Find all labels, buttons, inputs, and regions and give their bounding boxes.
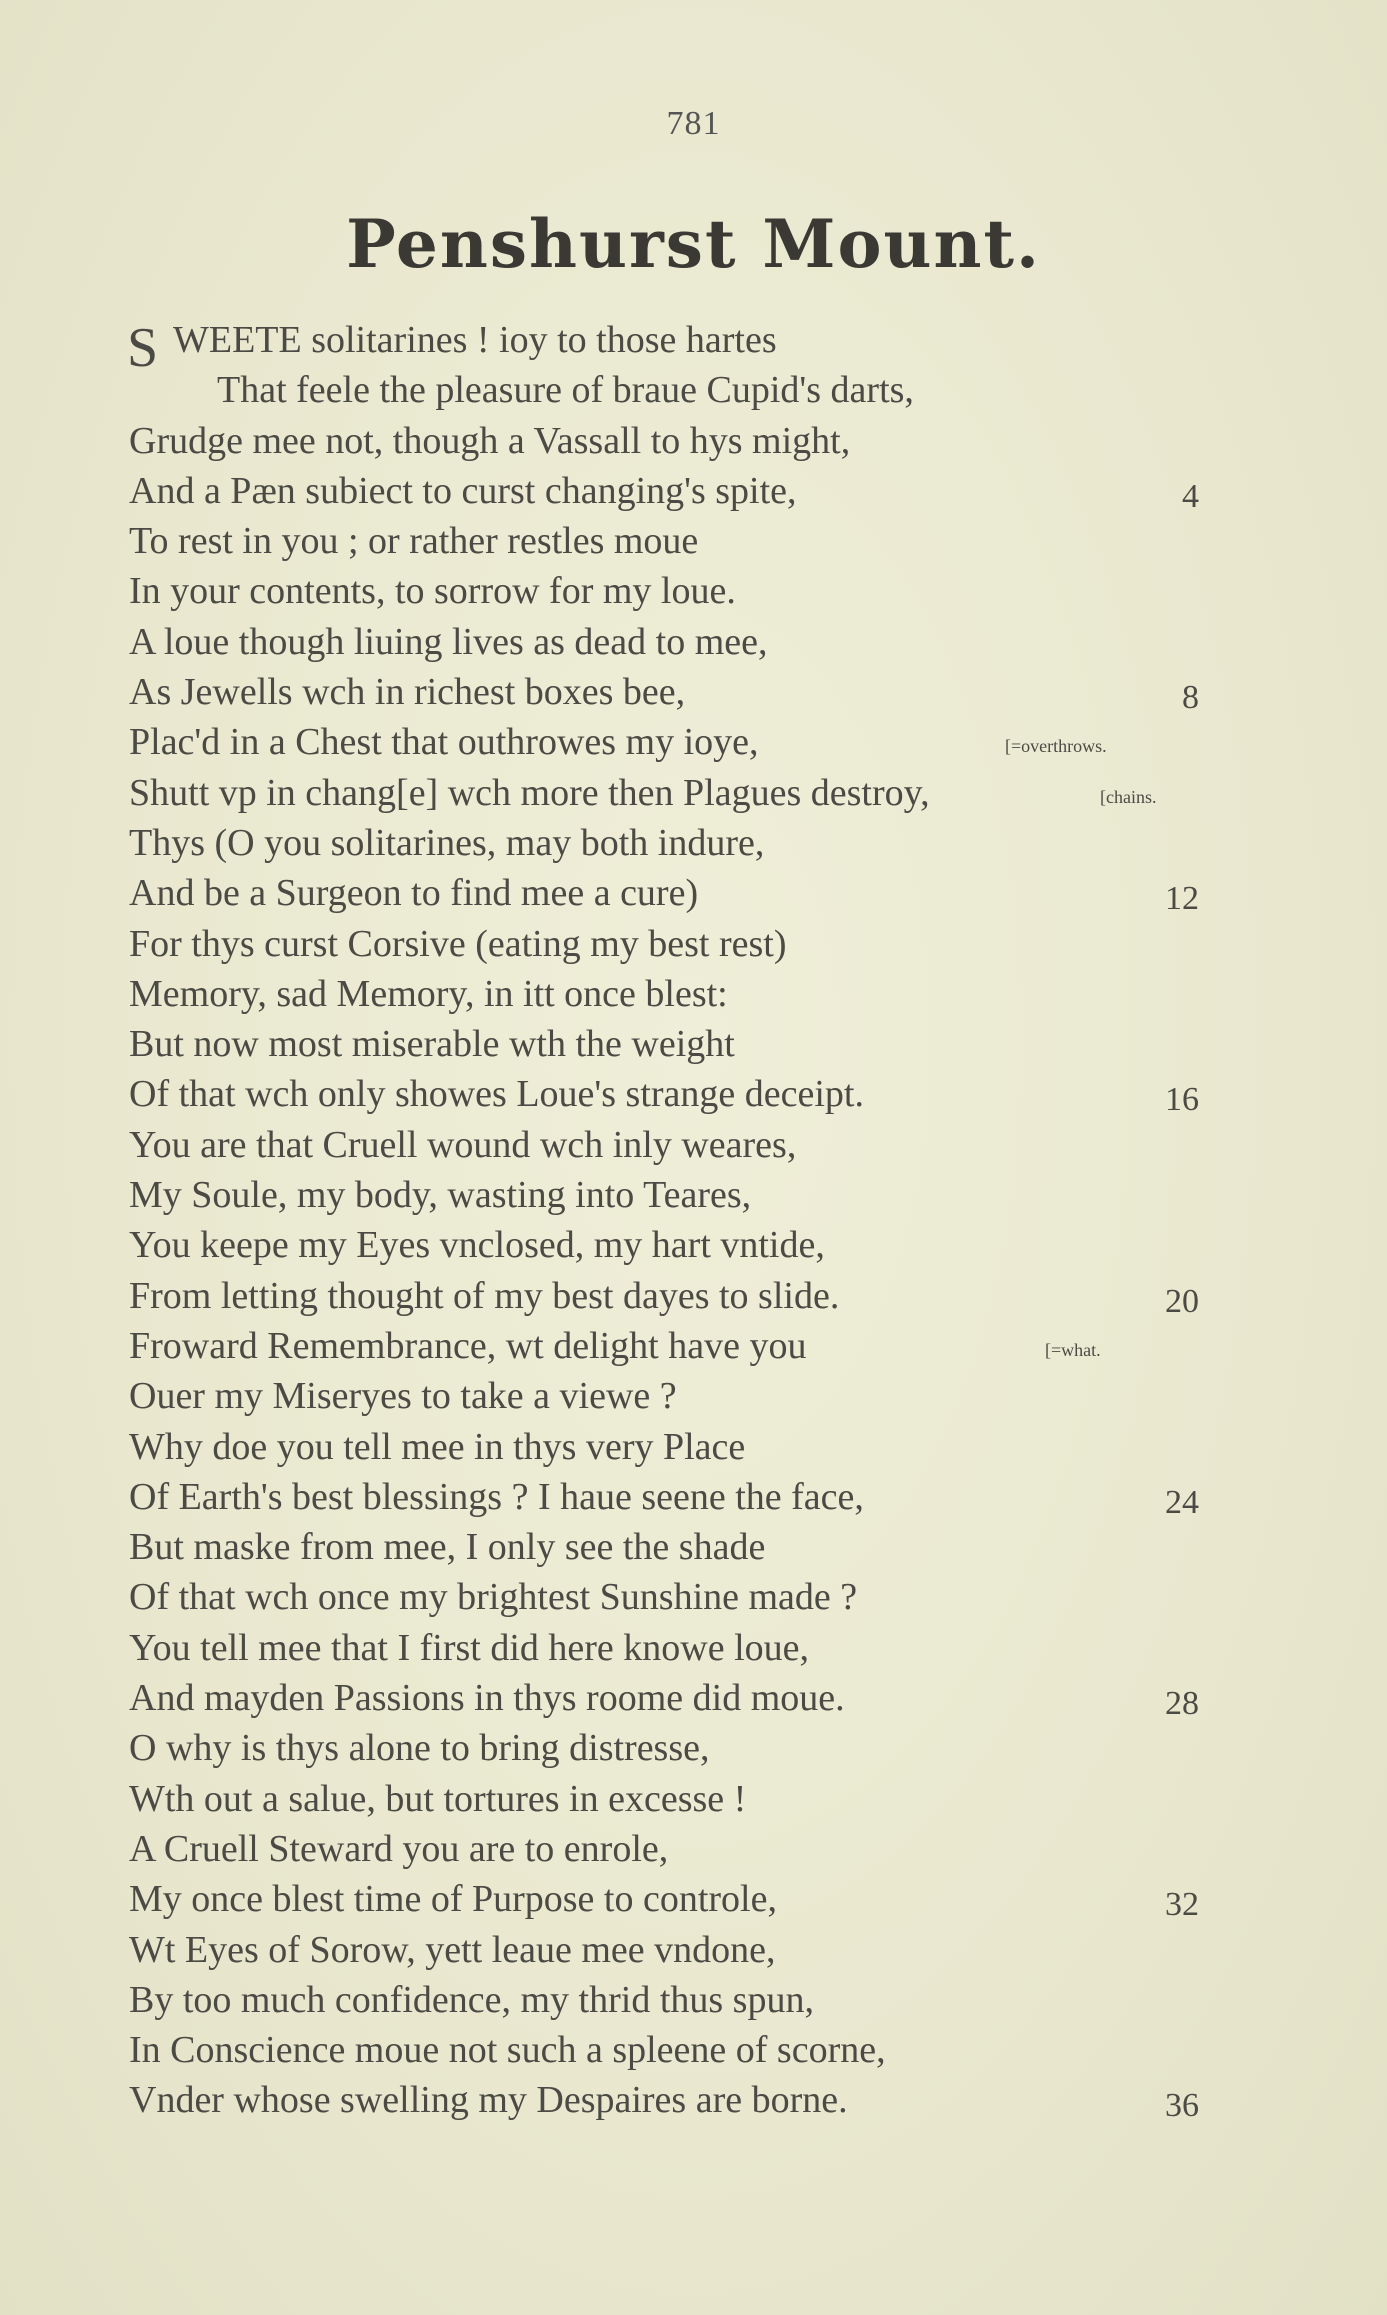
line-number: 4 bbox=[1182, 477, 1199, 515]
poem-line bbox=[129, 1623, 1229, 1673]
line-number: 16 bbox=[1165, 1081, 1199, 1119]
poem-line bbox=[127, 315, 1229, 379]
line-text: Froward Remembrance, wt delight have you bbox=[129, 1324, 807, 1367]
poem-line bbox=[129, 1975, 1229, 2025]
poem-line bbox=[129, 768, 1229, 818]
poem-line bbox=[129, 566, 1229, 616]
line-text: Memory, sad Memory, in itt once blest: bbox=[129, 972, 728, 1015]
poem-line bbox=[129, 466, 1229, 516]
poem-line bbox=[129, 1220, 1229, 1270]
poem-line bbox=[129, 2075, 1229, 2125]
line-number: 8 bbox=[1182, 679, 1199, 717]
line-text: That feele the pleasure of braue Cupid's darts, bbox=[217, 369, 914, 412]
line-text: To rest in you ; or rather restles moue bbox=[129, 520, 699, 563]
poem-line bbox=[129, 1723, 1229, 1773]
line-number: 32 bbox=[1165, 1886, 1199, 1924]
poem-line bbox=[129, 1069, 1229, 1119]
poem-line bbox=[129, 1925, 1229, 1975]
poem-line bbox=[129, 868, 1229, 918]
line-text: By too much confidence, my thrid thus spun, bbox=[129, 1978, 814, 2021]
line-text: From letting thought of my best dayes to slide. bbox=[129, 1274, 840, 1317]
line-text: Grudge mee not, though a Vassall to hys might, bbox=[129, 419, 851, 462]
marginal-gloss: [=overthrows. bbox=[1005, 736, 1107, 757]
line-text: In Conscience moue not such a spleene of scorne, bbox=[129, 2029, 886, 2072]
drop-cap: S bbox=[127, 317, 159, 379]
poem-line bbox=[129, 1472, 1229, 1522]
poem-line bbox=[129, 1824, 1229, 1874]
poem-line bbox=[129, 969, 1229, 1019]
line-text: But now most miserable wth the weight bbox=[129, 1023, 735, 1066]
poem-line bbox=[129, 1673, 1229, 1723]
poem-line bbox=[129, 818, 1229, 868]
line-text: Thys (O you solitarines, may both indure, bbox=[129, 821, 765, 864]
line-text: Of that wch only showes Loue's strange deceipt. bbox=[129, 1073, 864, 1116]
marginal-gloss: [chains. bbox=[1100, 786, 1157, 807]
poem-line bbox=[129, 2025, 1229, 2075]
page-number: 781 bbox=[666, 105, 721, 142]
line-text: My once blest time of Purpose to controle, bbox=[129, 1878, 777, 1921]
poem-line bbox=[129, 1120, 1229, 1170]
line-text: WEETE solitarines ! ioy to those hartes bbox=[173, 319, 777, 361]
poem-line bbox=[129, 1371, 1229, 1421]
line-number: 28 bbox=[1165, 1685, 1199, 1723]
line-text: And mayden Passions in thys roome did moue. bbox=[129, 1677, 845, 1720]
poem-line bbox=[129, 516, 1229, 566]
line-number: 24 bbox=[1165, 1483, 1199, 1521]
line-text: As Jewells wch in richest boxes bee, bbox=[129, 671, 686, 714]
poem-line bbox=[129, 1321, 1229, 1371]
line-text: And a Pæn subiect to curst changing's spite, bbox=[129, 469, 797, 512]
line-text: Why doe you tell mee in thys very Place bbox=[129, 1425, 746, 1468]
line-text: Of that wch once my brightest Sunshine made ? bbox=[129, 1576, 858, 1619]
line-text: For thys curst Corsive (eating my best rest) bbox=[129, 922, 787, 965]
line-text: Wth out a salue, but tortures in excesse ! bbox=[129, 1777, 747, 1820]
line-text: Plac'd in a Chest that outhrowes my ioye, bbox=[129, 721, 759, 764]
line-text: Wt Eyes of Sorow, yett leaue mee vndone, bbox=[129, 1928, 776, 1971]
line-text: You tell mee that I first did here knowe loue, bbox=[129, 1626, 809, 1669]
poem-line bbox=[129, 416, 1229, 466]
poem-line bbox=[129, 1170, 1229, 1220]
line-text: Ouer my Miseryes to take a viewe ? bbox=[129, 1375, 677, 1418]
poem-line bbox=[129, 717, 1229, 767]
line-text: But maske from mee, I only see the shade bbox=[129, 1526, 766, 1569]
line-text: Vnder whose swelling my Despaires are borne. bbox=[129, 2079, 848, 2122]
poem-body bbox=[129, 315, 1229, 2126]
line-text: A loue though liuing lives as dead to mee, bbox=[129, 620, 768, 663]
line-number: 20 bbox=[1165, 1282, 1199, 1320]
poem-line bbox=[129, 1271, 1229, 1321]
poem-line bbox=[129, 1422, 1229, 1472]
poem-line bbox=[129, 667, 1229, 717]
line-text: My Soule, my body, wasting into Teares, bbox=[129, 1174, 752, 1217]
poem-line bbox=[129, 1019, 1229, 1069]
poem-line bbox=[129, 919, 1229, 969]
line-text: And be a Surgeon to find mee a cure) bbox=[129, 872, 699, 915]
line-text: In your contents, to sorrow for my loue. bbox=[129, 570, 736, 613]
line-number: 12 bbox=[1165, 880, 1199, 918]
line-number: 36 bbox=[1165, 2087, 1199, 2125]
line-text: You are that Cruell wound wch inly weares, bbox=[129, 1123, 797, 1166]
poem-line bbox=[129, 365, 1229, 415]
poem-line bbox=[129, 617, 1229, 667]
poem-line bbox=[129, 1874, 1229, 1924]
marginal-gloss: [=what. bbox=[1045, 1339, 1101, 1360]
poem-title: Penshurst Mount. bbox=[346, 205, 1041, 283]
poem-line bbox=[129, 1774, 1229, 1824]
line-text: O why is thys alone to bring distresse, bbox=[129, 1727, 710, 1770]
poem-line bbox=[129, 1572, 1229, 1622]
line-text: You keepe my Eyes vnclosed, my hart vntide, bbox=[129, 1224, 825, 1267]
line-text: Shutt vp in chang[e] wch more then Plagues destroy, bbox=[129, 771, 930, 814]
poem-line bbox=[129, 1522, 1229, 1572]
line-text: A Cruell Steward you are to enrole, bbox=[129, 1827, 669, 1870]
line-text: Of Earth's best blessings ? I haue seene the face, bbox=[129, 1475, 864, 1518]
